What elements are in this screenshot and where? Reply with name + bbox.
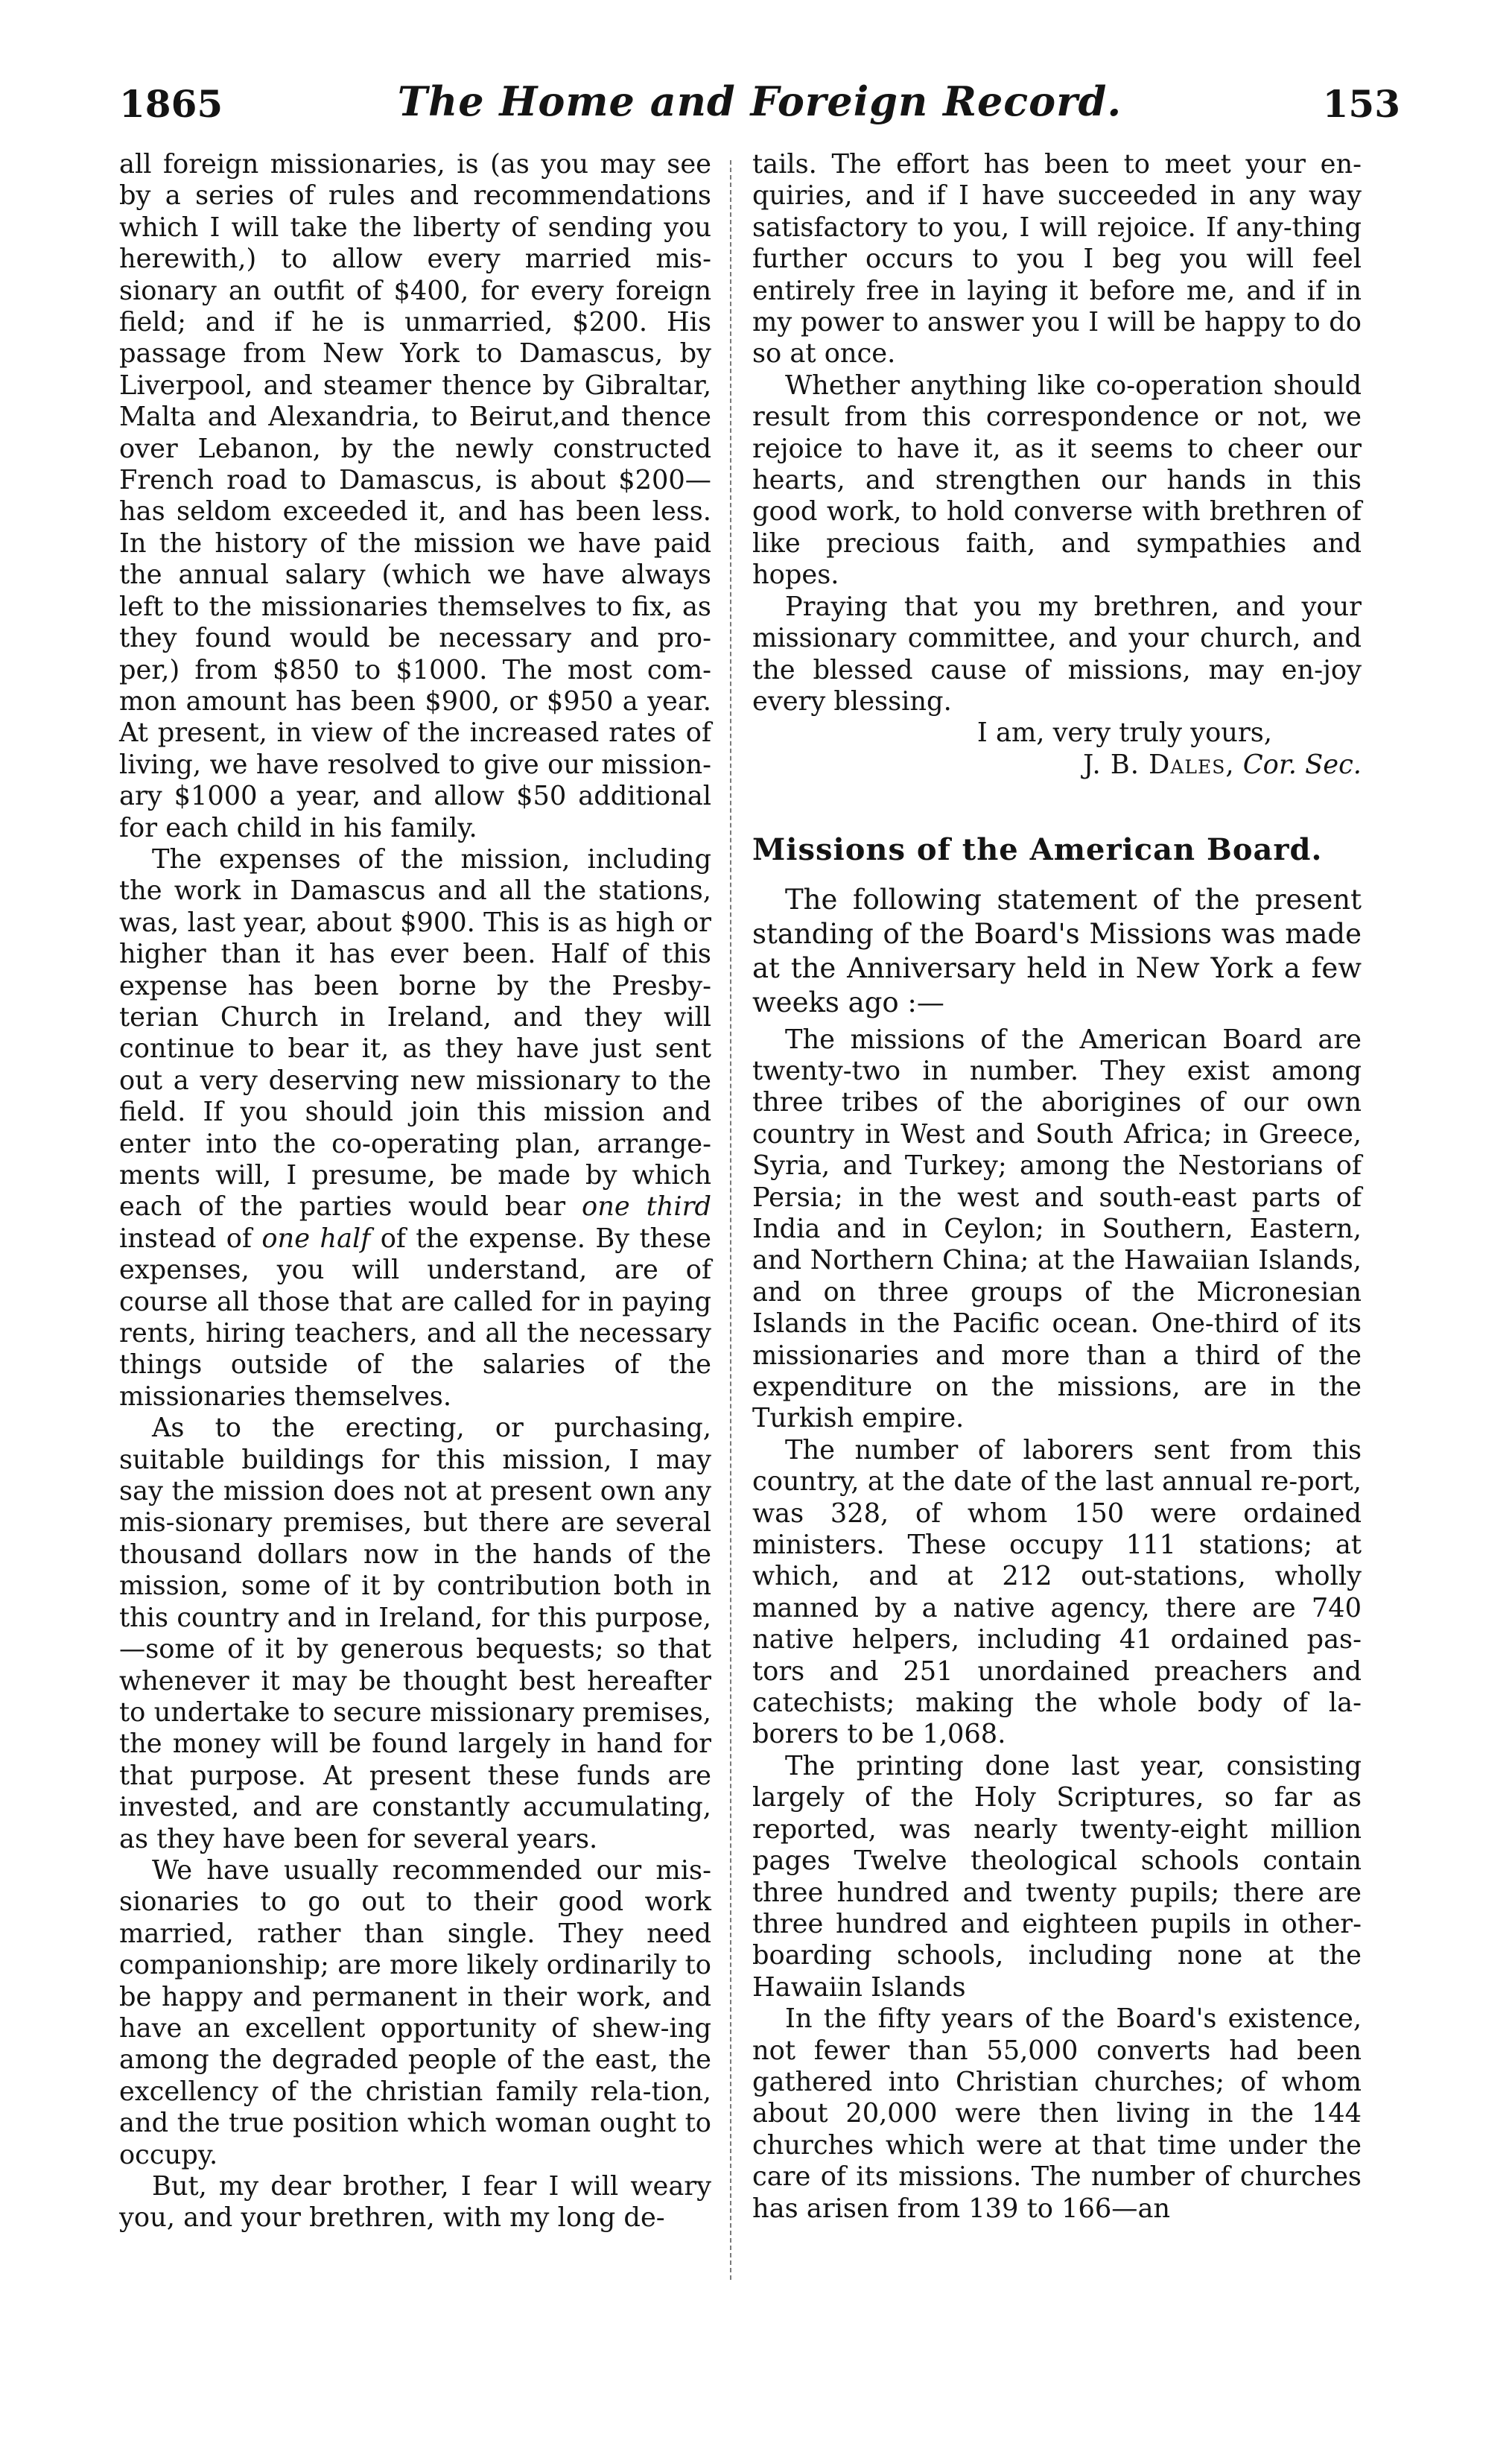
section-intro: The following statement of the present standing of the Board's Missions was made at the Anniversary held in New York a few weeks ago :—: [752, 883, 1362, 1018]
paragraph: But, my dear brother, I fear I will weary you, and your brethren, with my long de-: [119, 2171, 711, 2234]
paragraph: The missions of the American Board are twenty-two in number. They exist among three tribes of the aborigines of our own country in West and South Africa; in Greece, Syria, and Turkey; among the Nestorians of Persia; in the west and south-east parts of India and in Ceylon; in Southern, Eastern, and Northern China; at the Hawaiian Islands, and on three groups of the Micronesian Islands in the Pacific ocean. One-third of its missionaries and more than a third of the expenditure on the missions, are in the Turkish empire.: [752, 1024, 1362, 1434]
paragraph: all foreign missionaries, is (as you may see by a series of rules and recommendations which I will take the liberty of sending you herewith,) to allow every married mis-sionary an outfit of $400, for every foreign field; and if he is unmarried, $200. His passage from New York to Damascus, by Liverpool, and steamer thence by Gibraltar, Malta and Alexandria, to Beirut,and thence over Lebanon, by the newly constructed French road to Damascus, is about $200—has seldom exceeded it, and has been less. In the history of the mission we have paid the annual salary (which we have always left to the missionaries themselves to fix, as they found would be necessary and pro-per,) from $850 to $1000. The most com-mon amount has been $900, or $950 a year. At present, in view of the increased rates of living, we have resolved to give our mission-ary $1000 a year, and allow $50 additional for each child in his family.: [119, 149, 711, 843]
paragraph: As to the erecting, or purchasing, suitable buildings for this mission, I may say the mission does not at present own any mis-sionary premises, but there are several thousand dollars now in the hands of the mission, some of it by contribution both in this country and in Ireland, for this purpose, —some of it by generous bequests; so that whenever it may be thought best hereafter to undertake to secure missionary premises, the money will be found largely in hand for that purpose. At present these funds are invested, and are constantly accumulating, as they have been for several years.: [119, 1413, 711, 1854]
paragraph: We have usually recommended our mis-sionaries to go out to their good work married, rather than single. They need companionship; are more likely ordinarily to be happy and permanent in their work, and have an excellent opportunity of shew-ing among the degraded people of the east, the excellency of the christian family rela-tion, and the true position which woman ought to occupy.: [119, 1854, 711, 2170]
page-number: 153: [1322, 82, 1400, 126]
column-divider: [730, 160, 731, 2280]
closing-line: I am, very truly yours,: [976, 717, 1272, 749]
page-header: [119, 77, 1400, 137]
paragraph: In the fifty years of the Board's existence, not fewer than 55,000 converts had been gathered into Christian churches; of whom about 20,000 were then living in the 144 churches which were at that time under the care of its missions. The number of churches has arisen from 139 to 166—an: [752, 2003, 1362, 2224]
paragraph: The number of laborers sent from this country, at the date of the last annual re-port, was 328, of whom 150 were ordained ministers. These occupy 111 stations; at which, and at 212 out-stations, wholly manned by a native agency, there are 740 native helpers, including 41 ordained pas-tors and 251 unordained preachers and catechists; making the whole body of la-borers to be 1,068.: [752, 1434, 1362, 1750]
text-run: The expenses of the mission, including the work in Damascus and all the stations, was, last year, about $900. This is as high or higher than it has ever been. Half of this expense has been borne by the Presby-terian Church in Ireland, and they will continue to bear it, as they have just sent out a very deserving new missionary to the field. If you should join this mission and enter into the co-operating plan, arrange-ments will, I presume, be made by which each of the parties would bear: [119, 843, 711, 1223]
paragraph: The printing done last year, consisting largely of the Holy Scriptures, so far as reported, was nearly twenty-eight million pages Twelve theological schools contain three hundred and twenty pupils; there are three hundred and eighteen pupils in other-boarding schools, including none at the Hawaiin Islands: [752, 1750, 1362, 2003]
paragraph: [119, 844, 711, 1413]
section-heading: Missions of the American Board.: [752, 832, 1323, 868]
italic-text: one half: [261, 1223, 371, 1254]
signature-name: J. B. Dales,: [1083, 749, 1235, 780]
paragraph: Whether anything like co-operation should result from this correspondence or not, we rejoice to have it, as it seems to cheer our hearts, and strengthen our hands in this good work, to hold converse with brethren of like precious faith, and sympathies and hopes.: [752, 370, 1362, 591]
right-column: [752, 149, 1362, 2225]
header-year: 1865: [119, 82, 223, 126]
text-run: instead of: [119, 1223, 262, 1254]
signature: [752, 750, 1362, 781]
left-column: [119, 149, 711, 2234]
signature-title: Cor. Sec.: [1242, 749, 1362, 780]
paragraph: tails. The effort has been to meet your en-quiries, and if I have succeeded in any way satisfactory to you, I will rejoice. If any-thing further occurs to you I beg you will feel entirely free in laying it before me, and if in my power to answer you I will be happy to do so at once.: [752, 149, 1362, 370]
paragraph: Praying that you my brethren, and your missionary committee, and your church, and the blessed cause of missions, may en-joy every blessing.: [752, 591, 1362, 717]
italic-text: one third: [582, 1191, 712, 1223]
journal-title: The Home and Foreign Record.: [397, 77, 1122, 125]
text-run: of the expense. By these expenses, you will understand, are of course all those that are called for in paying rents, hiring teachers, and all the necessary things outside of the salaries of the missionaries themselves.: [119, 1223, 711, 1412]
